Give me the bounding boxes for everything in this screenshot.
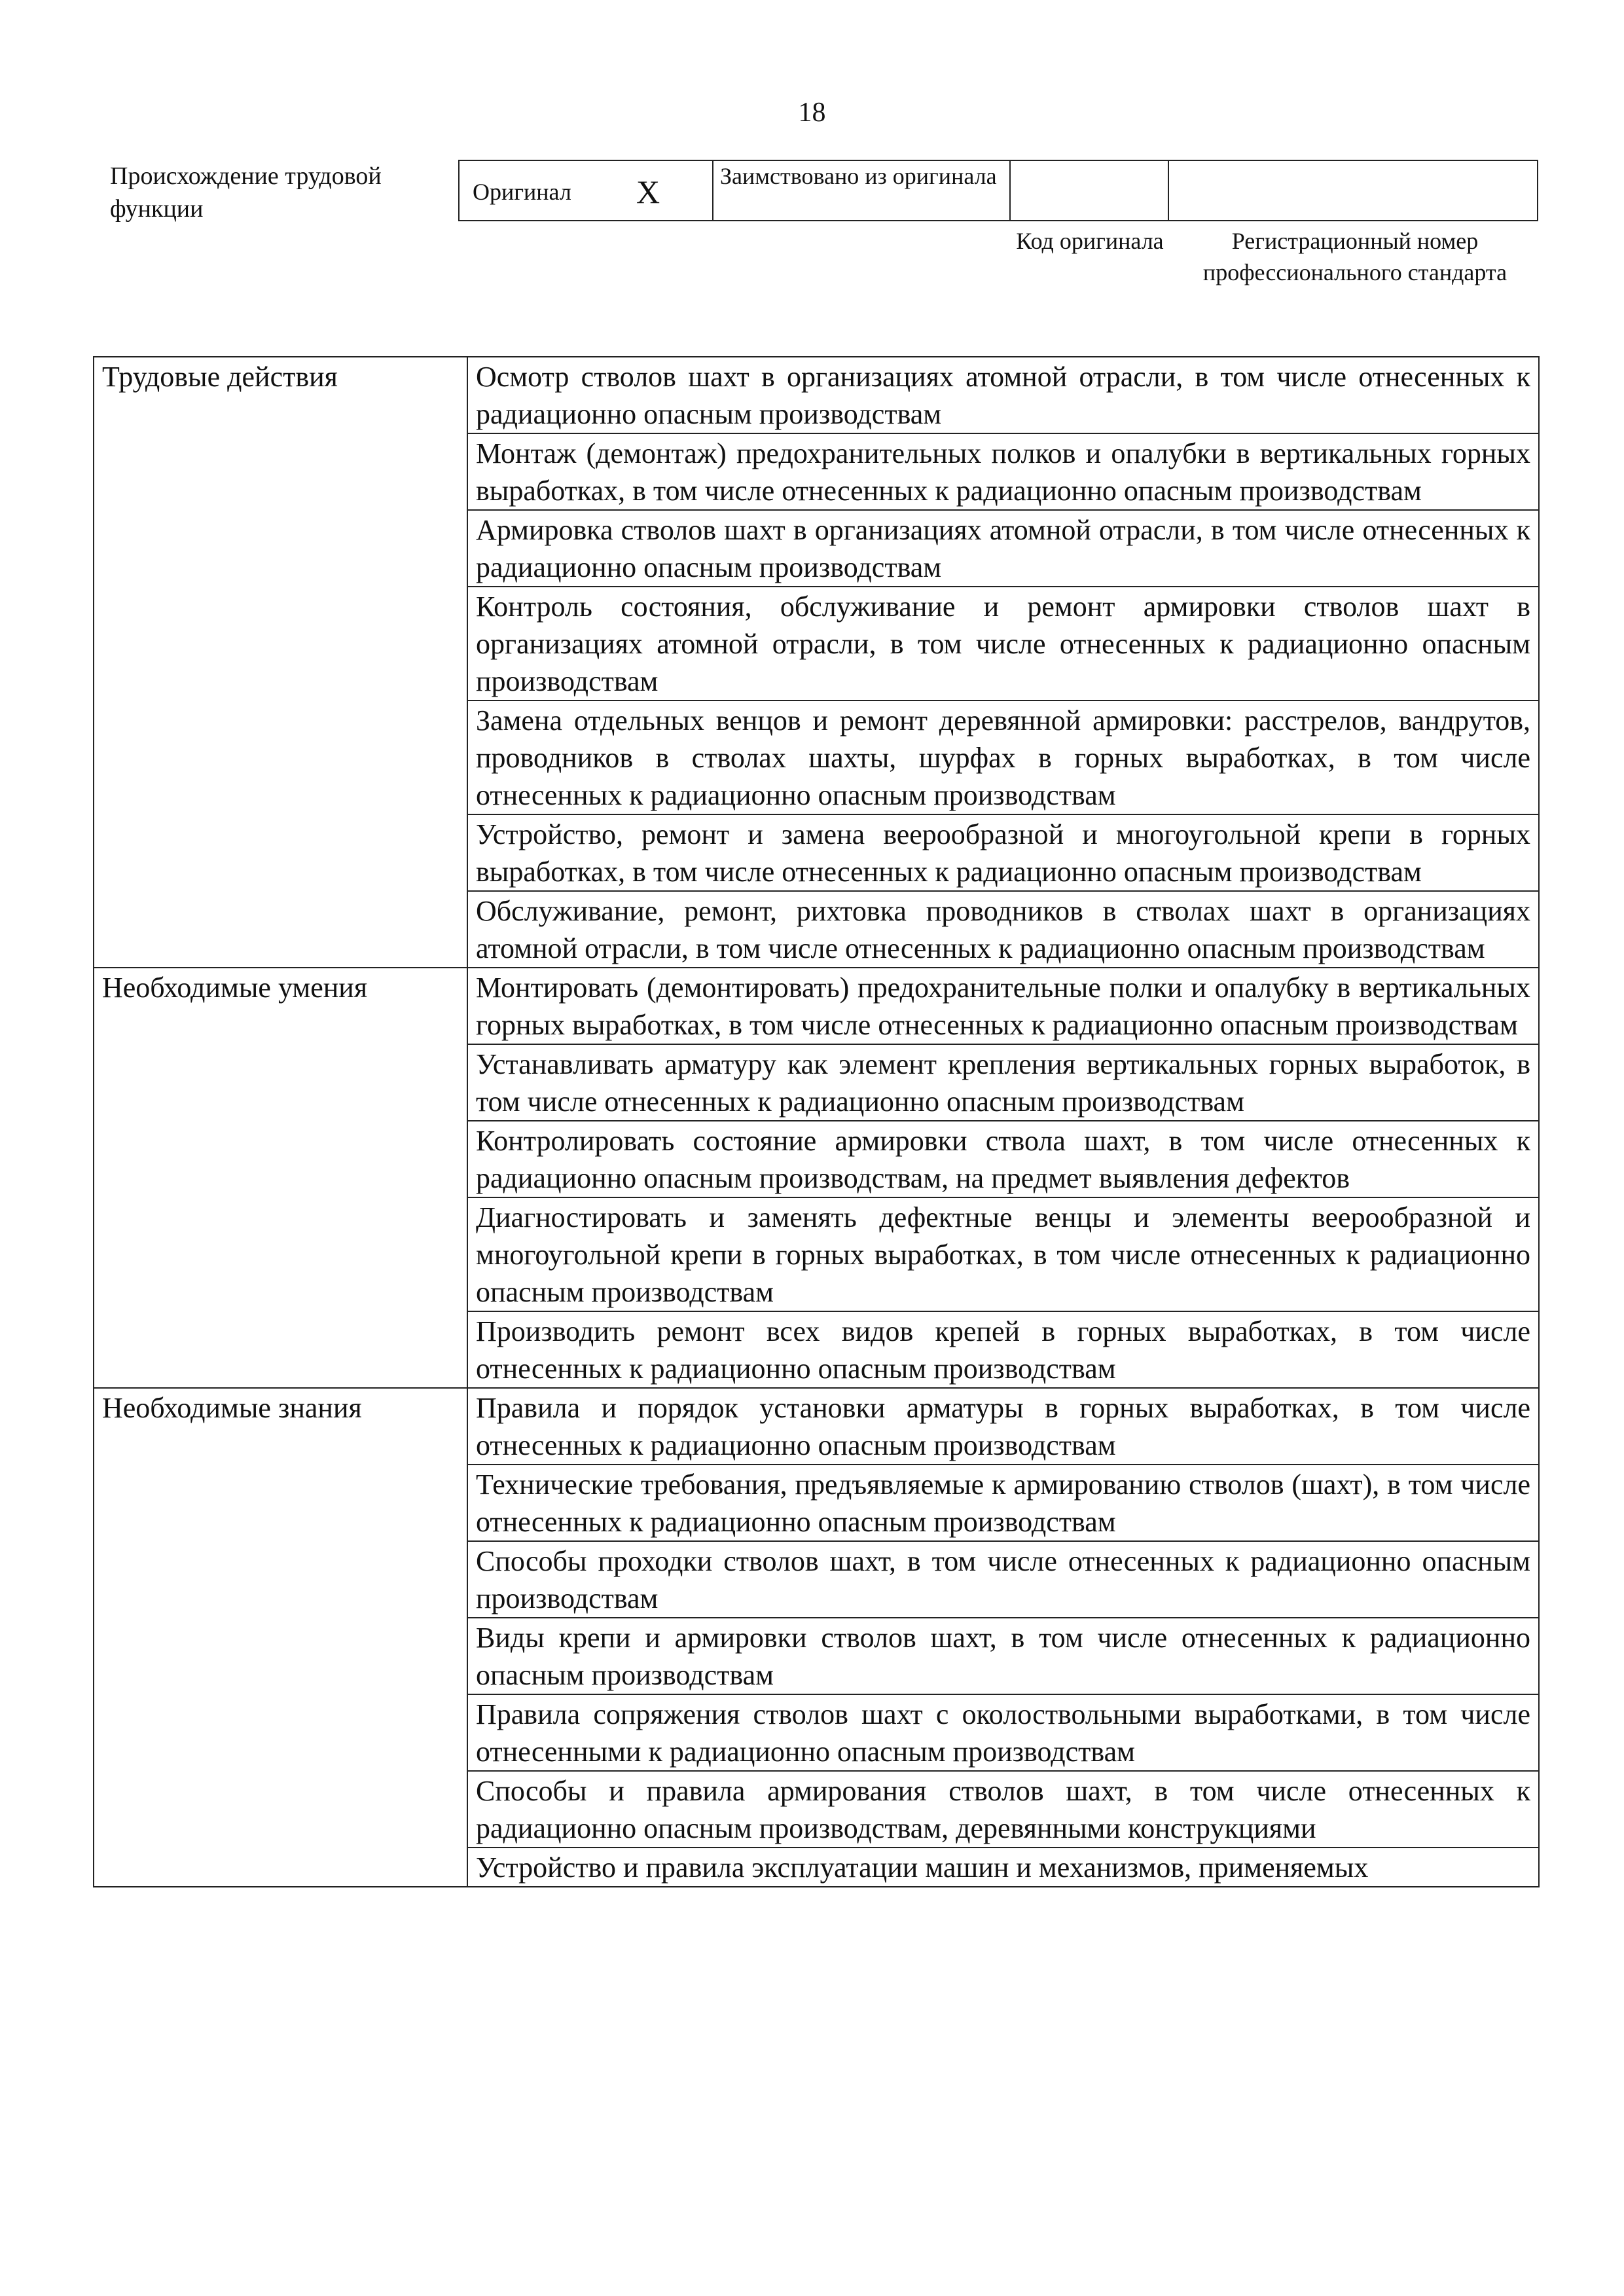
- section-item: Контролировать состояние армировки ствола шахт, в том числе отнесенных к радиационно опасным производствам, на предмет выявления дефектов: [467, 1121, 1539, 1197]
- table-row: [94, 1388, 1539, 1465]
- function-table: [93, 356, 1540, 1887]
- section-label: Необходимые умения: [94, 968, 467, 1388]
- section-label: Необходимые знания: [94, 1388, 467, 1887]
- origin-table: [458, 160, 1538, 221]
- section-item: Виды крепи и армировки стволов шахт, в том числе отнесенных к радиационно опасным производствам: [467, 1618, 1539, 1694]
- section-item: Диагностировать и заменять дефектные венцы и элементы веерообразной и многоугольной крепи в горных выработках, в том числе отнесенных к радиационно опасным производствам: [467, 1197, 1539, 1311]
- code-label: Код оригинала: [1016, 228, 1164, 254]
- section-label: Трудовые действия: [94, 357, 467, 968]
- reg-number-label: Регистрационный номер профессионального стандарта: [1202, 228, 1507, 285]
- section-item: Армировка стволов шахт в организациях атомной отрасли, в том числе отнесенных к радиационно опасным производствам: [467, 510, 1539, 587]
- section-item: Правила сопряжения стволов шахт с околоствольными выработками, в том числе отнесенными к радиационно опасным производствам: [467, 1694, 1539, 1771]
- original-cell: [458, 160, 713, 221]
- page-number: 18: [798, 98, 826, 128]
- section-item: Контроль состояния, обслуживание и ремонт армировки стволов шахт в организациях атомной отрасли, в том числе отнесенных к радиационно опасным производствам: [467, 587, 1539, 701]
- reg-number-cell: [1168, 160, 1538, 221]
- section-item: Устанавливать арматуру как элемент крепления вертикальных горных выработок, в том числе отнесенных к радиационно опасным производствам: [467, 1044, 1539, 1121]
- section-item: Правила и порядок установки арматуры в горных выработках, в том числе отнесенных к радиационно опасным производствам: [467, 1388, 1539, 1465]
- table-row: [94, 968, 1539, 1044]
- section-item: Способы и правила армирования стволов шахт, в том числе отнесенных к радиационно опасным производствам, деревянными конструкциями: [467, 1771, 1539, 1848]
- section-item: Монтировать (демонтировать) предохранительные полки и опалубку в вертикальных горных выработках, в том числе отнесенных к радиационно опасным производствам: [467, 968, 1539, 1044]
- borrowed-cell: [712, 160, 1011, 221]
- section-item: Устройство и правила эксплуатации машин и механизмов, применяемых: [467, 1848, 1539, 1887]
- section-item: Монтаж (демонтаж) предохранительных полков и опалубки в вертикальных горных выработках, в том числе отнесенных к радиационно опасным производствам: [467, 433, 1539, 510]
- section-item: Производить ремонт всех видов крепей в горных выработках, в том числе отнесенных к радиационно опасным производствам: [467, 1311, 1539, 1388]
- section-item: Устройство, ремонт и замена веерообразной и многоугольной крепи в горных выработках, в том числе отнесенных к радиационно опасным производствам: [467, 814, 1539, 891]
- section-item: Замена отдельных венцов и ремонт деревянной армировки: расстрелов, вандрутов, проводников в стволах шахты, шурфах в горных выработках, в том числе отнесенных к радиационно опасным производствам: [467, 701, 1539, 814]
- original-mark: X: [636, 173, 660, 210]
- original-label: Оригинал: [473, 179, 571, 205]
- table-row: [94, 357, 1539, 433]
- origin-label: Происхождение трудовой функции: [110, 162, 382, 223]
- section-item: Осмотр стволов шахт в организациях атомной отрасли, в том числе отнесенных к радиационно опасным производствам: [467, 357, 1539, 433]
- section-item: Обслуживание, ремонт, рихтовка проводников в стволах шахт в организациях атомной отрасли, в том числе отнесенных к радиационно опасным производствам: [467, 891, 1539, 968]
- borrowed-label: Заимствовано из оригинала: [720, 163, 997, 189]
- section-item: Технические требования, предъявляемые к армированию стволов (шахт), в том числе отнесенных к радиационно опасным производствам: [467, 1465, 1539, 1541]
- section-item: Способы проходки стволов шахт, в том числе отнесенных к радиационно опасным производствам: [467, 1541, 1539, 1618]
- code-cell: [1009, 160, 1169, 221]
